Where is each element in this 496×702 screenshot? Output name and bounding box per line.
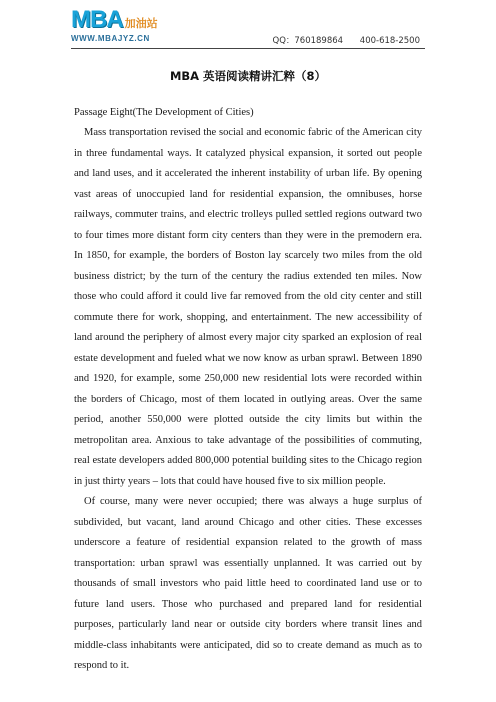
passage-title: Passage Eight(The Development of Cities) xyxy=(74,107,254,118)
qq-number: QQ：760189864 xyxy=(272,36,344,46)
contact-info xyxy=(273,34,420,46)
mba-logo xyxy=(71,6,171,45)
logo-url: WWW.MBAJYZ.CN xyxy=(71,34,150,43)
paragraph-1: Mass transportation revised the social and economic fabric of the American city in three fundamental ways. It catalyzed physical expansion, it sorted out people and land uses, and it accelerated the inherent instability of urban life. By opening vast areas of unoccupied land for residential expansion, the omnibuses, horse railways, commuter trains, and electric trolleys pulled settled regions outward two to four times more distant form city centers than they were in the premodern era. In 1850, for example, the borders of Boston lay scarcely two miles from the old business district; by the turn of the century the radius extended ten miles. Now those who could afford it could live far removed from the old city center and still commute there for work, shopping, and entertainment. The new accessibility of land around the periphery of almost every major city sparked an explosion of real estate development and fueled what we now know as urban sprawl. Between 1890 and 1920, for example, some 250,000 new residential lots were recorded within the borders of Chicago, most of them located in outlying areas. Over the same period, another 550,000 were plotted outside the city limits but within the metropolitan area. Anxious to take advantage of the possibilities of commuting, real estate developers added 800,000 potential building sites to the Chicago region in just thirty years – lots that could have housed five to six million people. xyxy=(74,127,422,487)
page-header xyxy=(0,0,496,50)
logo-mark xyxy=(71,6,158,33)
paragraph-2: Of course, many were never occupied; there was always a huge surplus of subdivided, but vacant, land around Chicago and other cities. These excesses underscore a feature of residential expansion related to the growth of mass transportation: urban sprawl was essentially unplanned. It was carried out by thousands of small investors who paid little heed to coordinated land use or to future land users. Those who purchased and prepared land for residential purposes, particularly land near or outside city borders where transit lines and middle-class inhabitants were anticipated, did so to create demand as much as to respond to it. xyxy=(74,496,422,671)
document-body xyxy=(74,103,422,677)
logo-chinese-text: 加油站 xyxy=(124,17,158,30)
document-title: MBA 英语阅读精讲汇粹（8） xyxy=(169,69,327,83)
logo-text: MBA xyxy=(71,6,123,33)
phone-number: 400-618-2500 xyxy=(359,36,420,46)
header-divider xyxy=(71,48,425,49)
